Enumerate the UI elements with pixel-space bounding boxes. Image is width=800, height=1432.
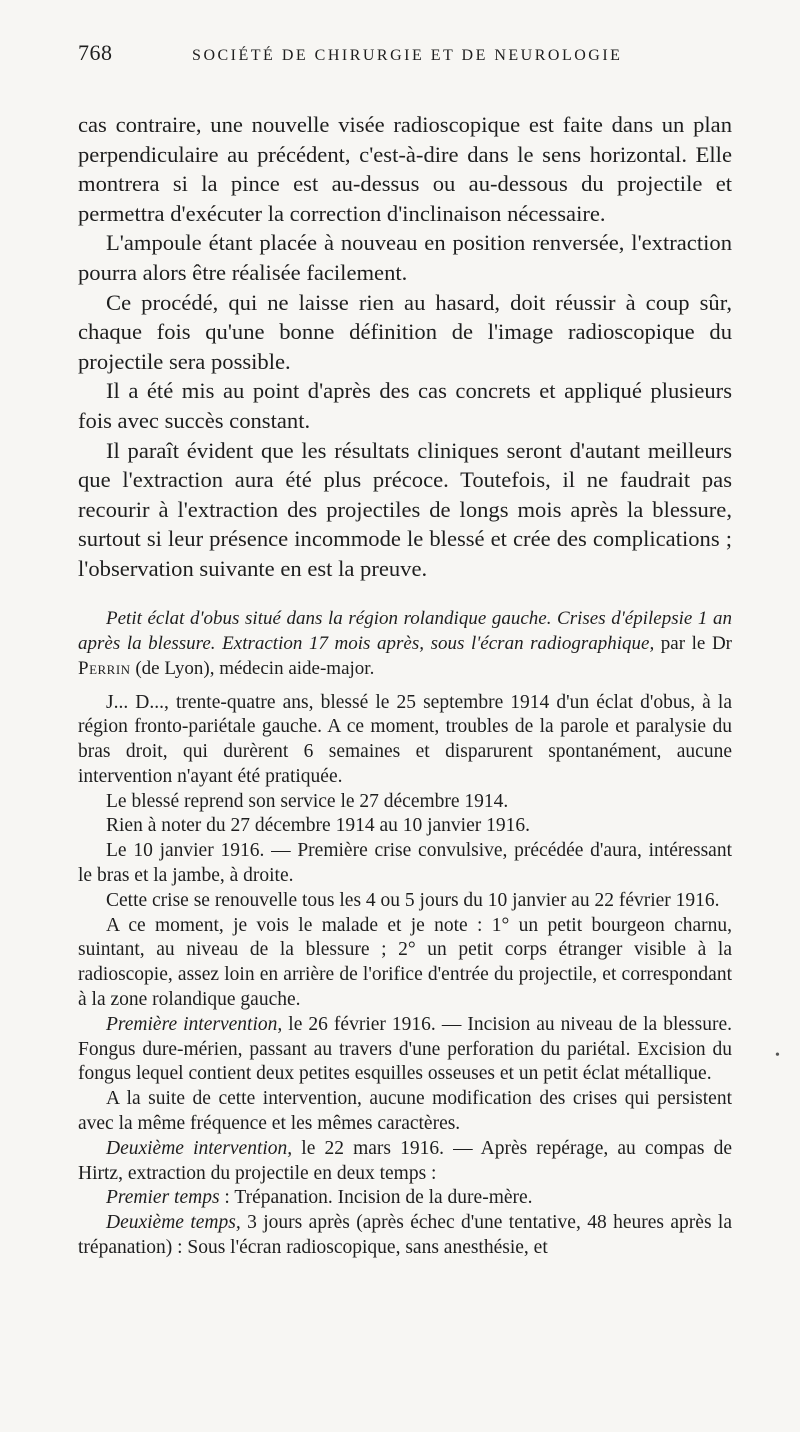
case-paragraph-7 [78, 1013, 732, 1087]
first-step-label: Premier temps [106, 1187, 220, 1209]
body-paragraph-5: Il paraît évident que les résultats cliniques seront d'autant meilleurs que l'extraction aura été plus précoce. Toutefois, il ne faudrait pas recourir à l'extraction des projectiles de longs mois après la blessure, surtout si leur présence incommode le blessé et crée des complications ; l'observation suivante en est la preuve. [78, 437, 732, 581]
body-paragraph-1: cas contraire, une nouvelle visée radioscopique est faite dans un plan perpendiculaire au précédent, c'est-à-dire dans le sens horizontal. Elle montrera si la pince est au-dessus ou au-dessous du projectile et permettra d'exécuter la correction d'inclinaison nécessaire. [78, 112, 732, 226]
first-step-text: : Trépanation. Incision de la dure-mère. [224, 1187, 533, 1209]
second-intervention-label: Deuxième intervention, [106, 1137, 293, 1159]
case-paragraph-6: A ce moment, je vois le malade et je note : 1° un petit bourgeon charnu, suintant, au niveau de la blessure ; 2° un petit corps étranger visible à la radioscopie, assez loin en arrière de l'orifice d'entrée du projectile, et correspondant à la zone rolandique gauche. [78, 914, 732, 1011]
case-paragraph-3: Rien à noter du 27 décembre 1914 au 10 janvier 1916. [106, 815, 531, 837]
case-affiliation: (de Lyon), médecin aide-major. [135, 657, 375, 679]
first-intervention-text: le 26 février 1916. — Incision au niveau de la blessure. Fongus dure-mérien, passant au travers d'une perforation du pariétal. Excision du fongus lequel contient deux petites esquilles osseuses et un petit éclat métallique. [78, 1013, 732, 1085]
body-paragraph-2: L'ampoule étant placée à nouveau en position renversée, l'extraction pourra alors être réalisée facilement. [78, 230, 732, 285]
case-paragraph-10 [78, 1186, 732, 1211]
case-author: Perrin [78, 657, 131, 679]
body-paragraph-3: Ce procédé, qui ne laisse rien au hasard, doit réussir à coup sûr, chaque fois qu'une bonne définition de l'image radioscopique du projectile sera possible. [78, 289, 732, 374]
body-paragraph-4: Il a été mis au point d'après des cas concrets et appliqué plusieurs fois avec succès constant. [78, 378, 732, 433]
case-paragraph-11 [78, 1211, 732, 1261]
case-paragraph-8: A la suite de cette intervention, aucune modification des crises qui persistent avec la même fréquence et les mêmes caractères. [78, 1088, 732, 1135]
journal-title: SOCIÉTÉ DE CHIRURGIE ET DE NEUROLOGIE [192, 47, 623, 64]
case-paragraph-9 [78, 1137, 732, 1187]
margin-mark: • [775, 1048, 780, 1063]
second-step-text: 3 jours après (après échec d'une tentative, 48 heures après la trépanation) : Sous l'écran radioscopique, sans anesthésie, et [78, 1212, 733, 1259]
case-paragraph-4: Le 10 janvier 1916. — Première crise convulsive, précédée d'aura, intéressant le bras et la jambe, à droite. [78, 840, 732, 887]
case-paragraph-5: Cette crise se renouvelle tous les 4 ou 5 jours du 10 janvier au 22 février 1916. [106, 889, 720, 911]
page-number: 768 [78, 40, 113, 65]
second-step-label: Deuxième temps, [106, 1212, 241, 1234]
case-byline: par le Dr [660, 632, 733, 654]
first-intervention-label: Première intervention, [106, 1013, 283, 1035]
second-intervention-text: le 22 mars 1916. — Après repérage, au compas de Hirtz, extraction du projectile en deux temps : [78, 1137, 732, 1184]
case-paragraph-1: J... D..., trente-quatre ans, blessé le 25 septembre 1914 d'un éclat d'obus, à la région fronto-pariétale gauche. A ce moment, troubles de la parole et paralysie du bras droit, qui durèrent 6 semaines et disparurent spontanément, aucune intervention n'ayant été pratiquée. [78, 691, 732, 787]
case-paragraph-2: Le blessé reprend son service le 27 décembre 1914. [106, 790, 509, 812]
running-head [78, 40, 732, 70]
case-title: Petit éclat d'obus situé dans la région rolandique gauche. Crises d'épilepsie 1 an après la blessure. Extraction 17 mois après, sous l'écran radiographique, [78, 607, 732, 654]
case-heading [78, 606, 732, 681]
